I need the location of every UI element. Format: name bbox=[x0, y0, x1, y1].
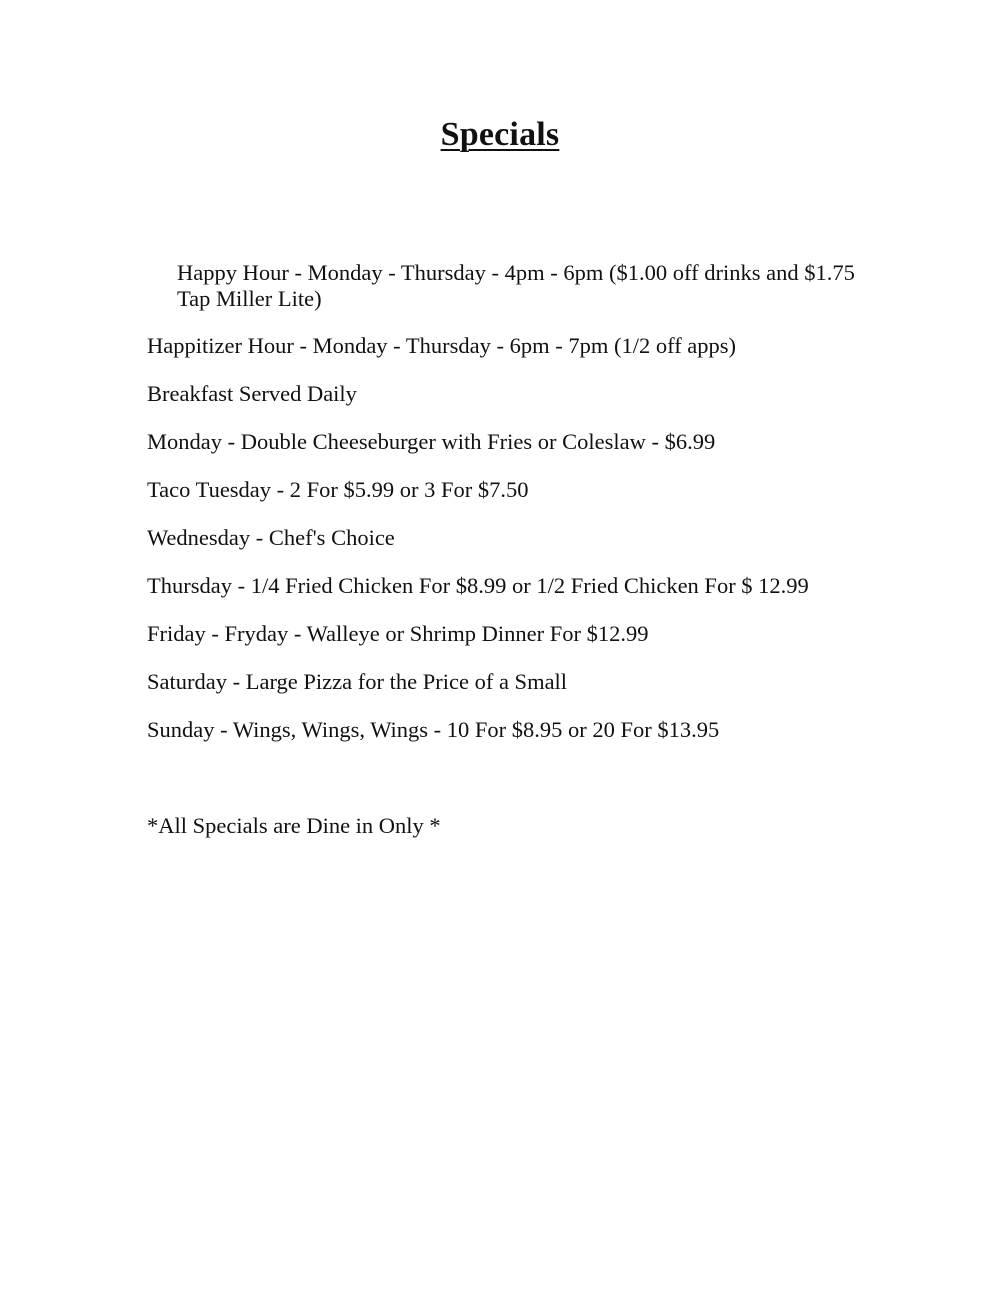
page-title: Specials bbox=[440, 116, 560, 153]
special-happy-hour: Happy Hour - Monday - Thursday - 4pm - 6pm ($1.00 off drinks and $1.75 Tap Miller Lite) bbox=[177, 260, 855, 311]
special-thursday: Thursday - 1/4 Fried Chicken For $8.99 or 1/2 Fried Chicken For $ 12.99 bbox=[147, 573, 809, 598]
special-wednesday: Wednesday - Chef's Choice bbox=[147, 525, 395, 550]
special-friday: Friday - Fryday - Walleye or Shrimp Dinner For $12.99 bbox=[147, 621, 649, 646]
special-tuesday: Taco Tuesday - 2 For $5.99 or 3 For $7.50 bbox=[147, 477, 529, 502]
special-monday: Monday - Double Cheeseburger with Fries or Coleslaw - $6.99 bbox=[147, 429, 716, 454]
dine-in-footnote: *All Specials are Dine in Only * bbox=[147, 813, 441, 838]
special-saturday: Saturday - Large Pizza for the Price of a Small bbox=[147, 669, 568, 694]
special-breakfast: Breakfast Served Daily bbox=[147, 381, 357, 406]
special-happitizer-hour: Happitizer Hour - Monday - Thursday - 6pm - 7pm (1/2 off apps) bbox=[147, 333, 737, 358]
special-sunday: Sunday - Wings, Wings, Wings - 10 For $8.95 or 20 For $13.95 bbox=[147, 717, 720, 742]
